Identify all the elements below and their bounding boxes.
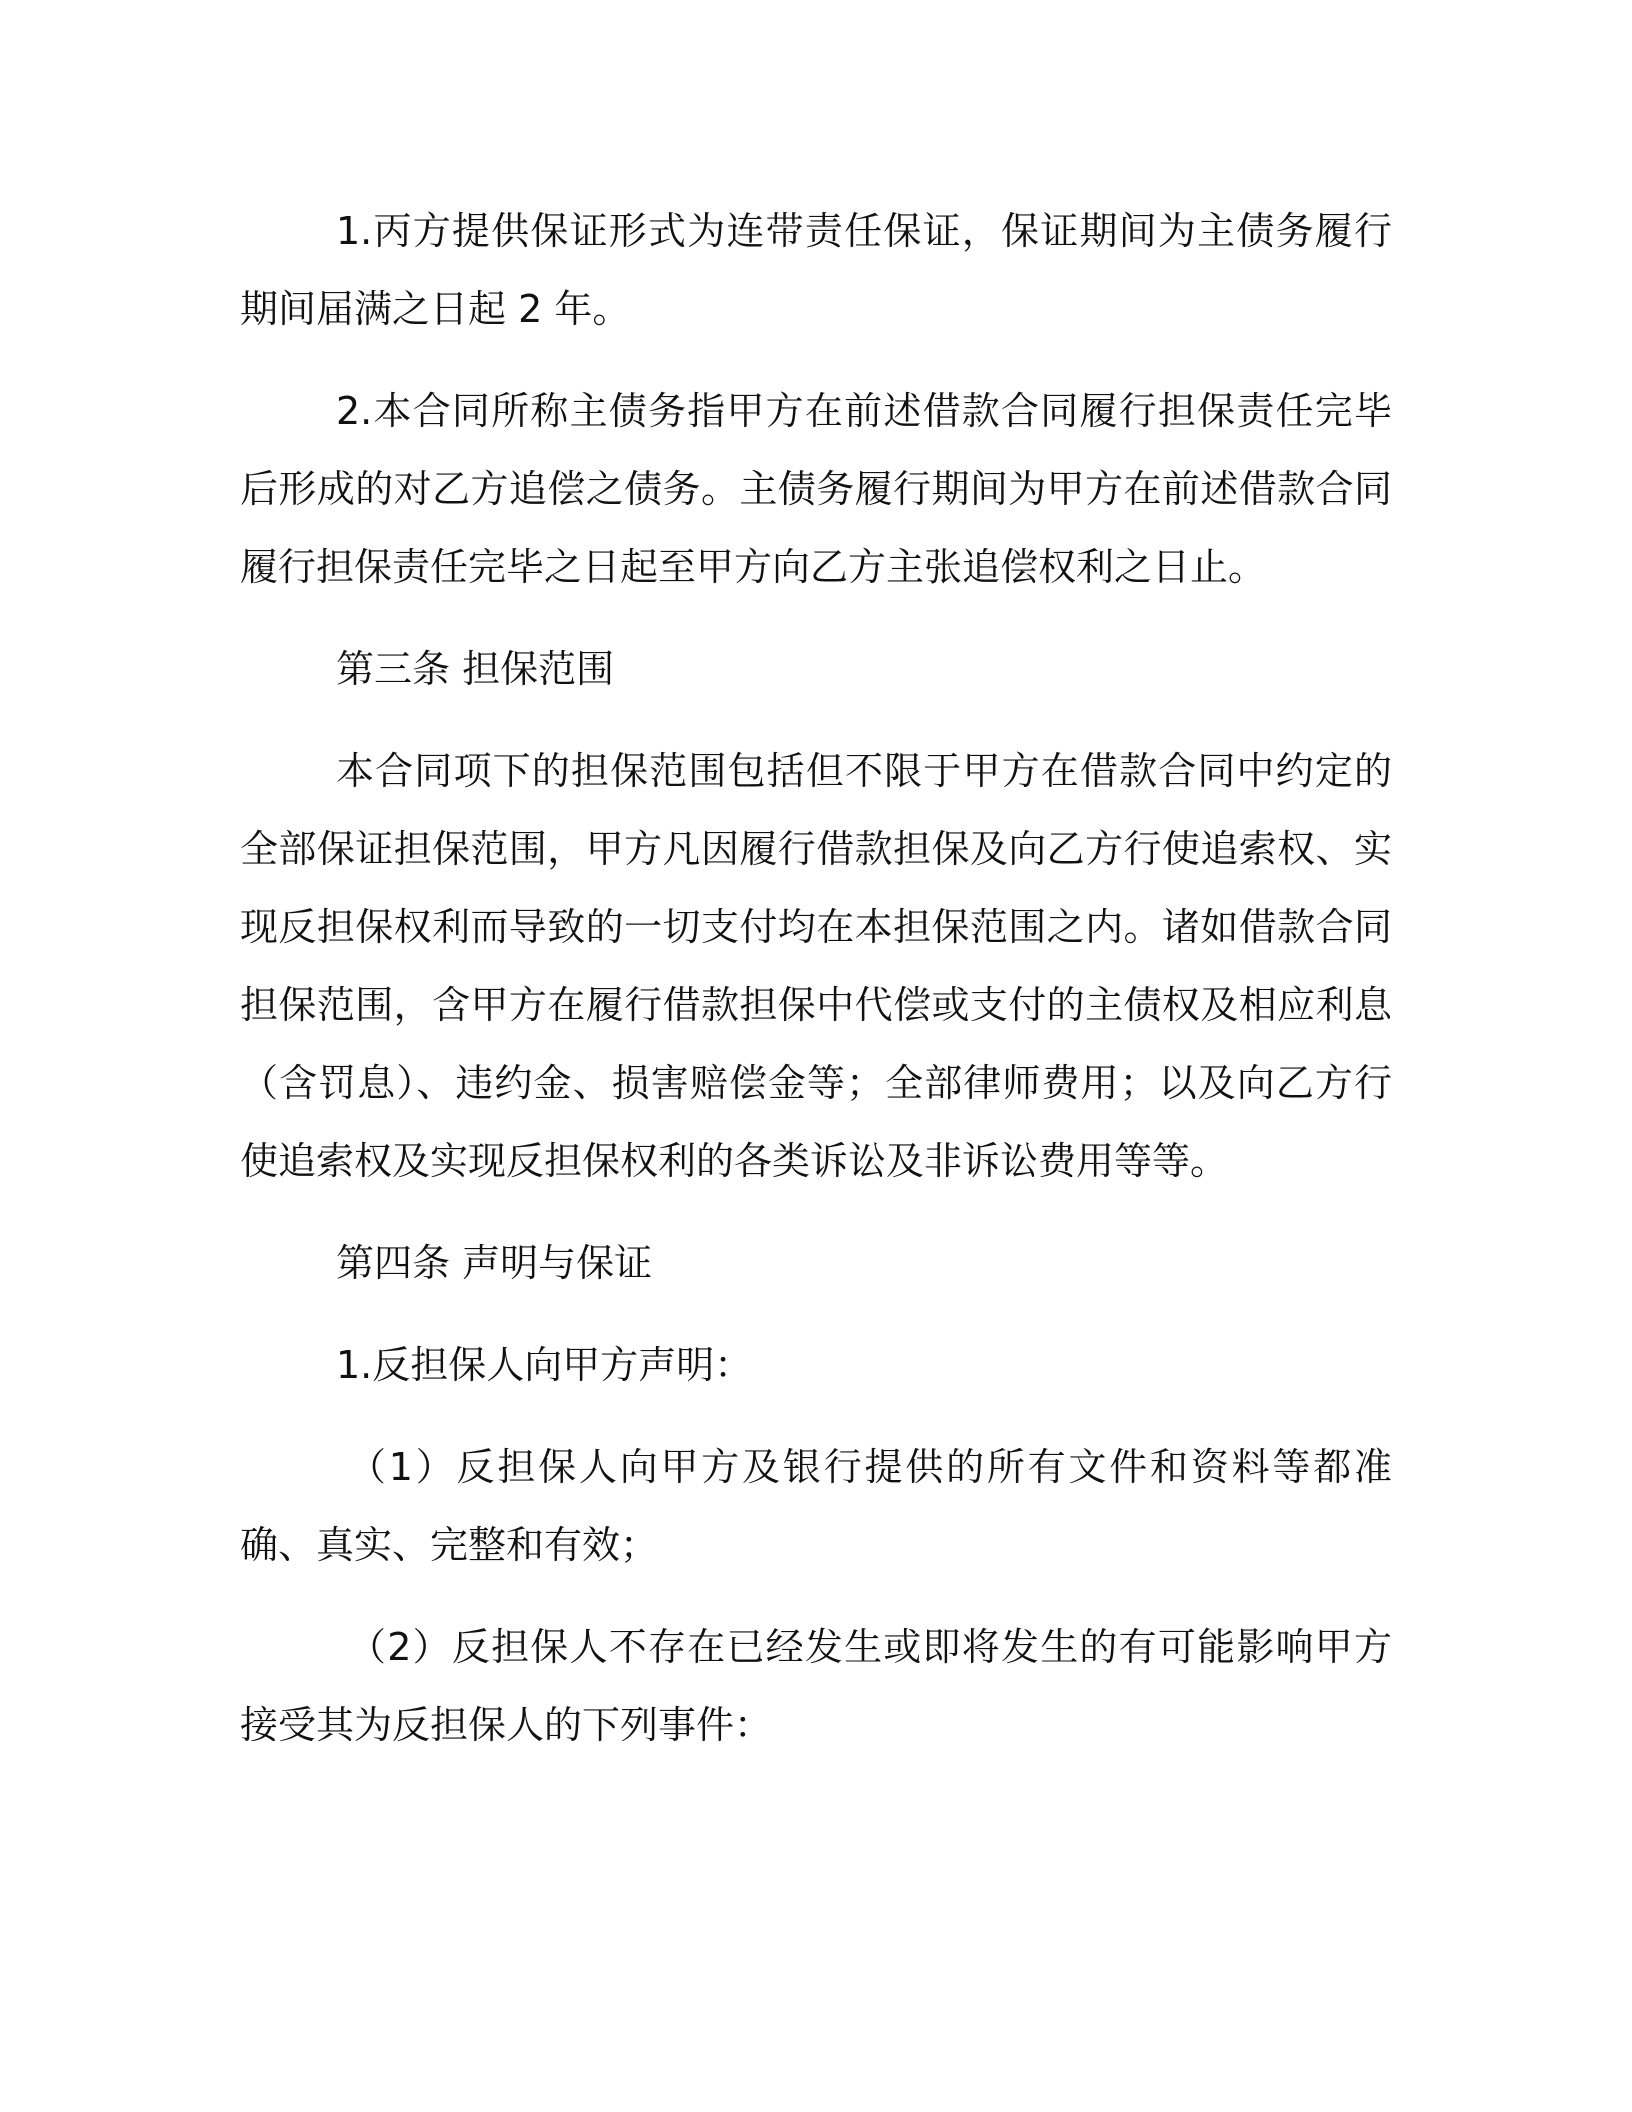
paragraph-guarantee-scope: 本合同项下的担保范围包括但不限于甲方在借款合同中约定的全部保证担保范围，甲方凡因履行借款担保及向乙方行使追索权、实现反担保权利而导致的一切支付均在本担保范围之内。诸如借款合同担保范围，含甲方在履行借款担保中代偿或支付的主债权及相应利息（含罚息）、违约金、损害赔偿金等；全部律师费用；以及向乙方行使追索权及实现反担保权利的各类诉讼及非诉讼费用等等。 xyxy=(240,749,1392,1183)
list-item-1: （1）反担保人向甲方及银行提供的所有文件和资料等都准确、真实、完整和有效； xyxy=(240,1445,1392,1567)
paragraph-main-debt: 2.本合同所称主债务指甲方在前述借款合同履行担保责任完毕后形成的对乙方追偿之债务。主债务履行期间为甲方在前述借款合同履行担保责任完毕之日起至甲方向乙方主张追偿权利之日止。 xyxy=(240,389,1392,589)
list-item-2: （2）反担保人不存在已经发生或即将发生的有可能影响甲方接受其为反担保人的下列事件： xyxy=(240,1625,1392,1747)
paragraph-guarantee-form: 1.丙方提供保证形式为连带责任保证，保证期间为主债务履行期间届满之日起 2 年。 xyxy=(240,209,1392,331)
heading-article-3: 第三条 担保范围 xyxy=(336,647,615,691)
document-body xyxy=(240,192,1392,1764)
heading-article-4: 第四条 声明与保证 xyxy=(336,1241,653,1285)
paragraph-declaration: 1.反担保人向甲方声明： xyxy=(336,1343,753,1387)
